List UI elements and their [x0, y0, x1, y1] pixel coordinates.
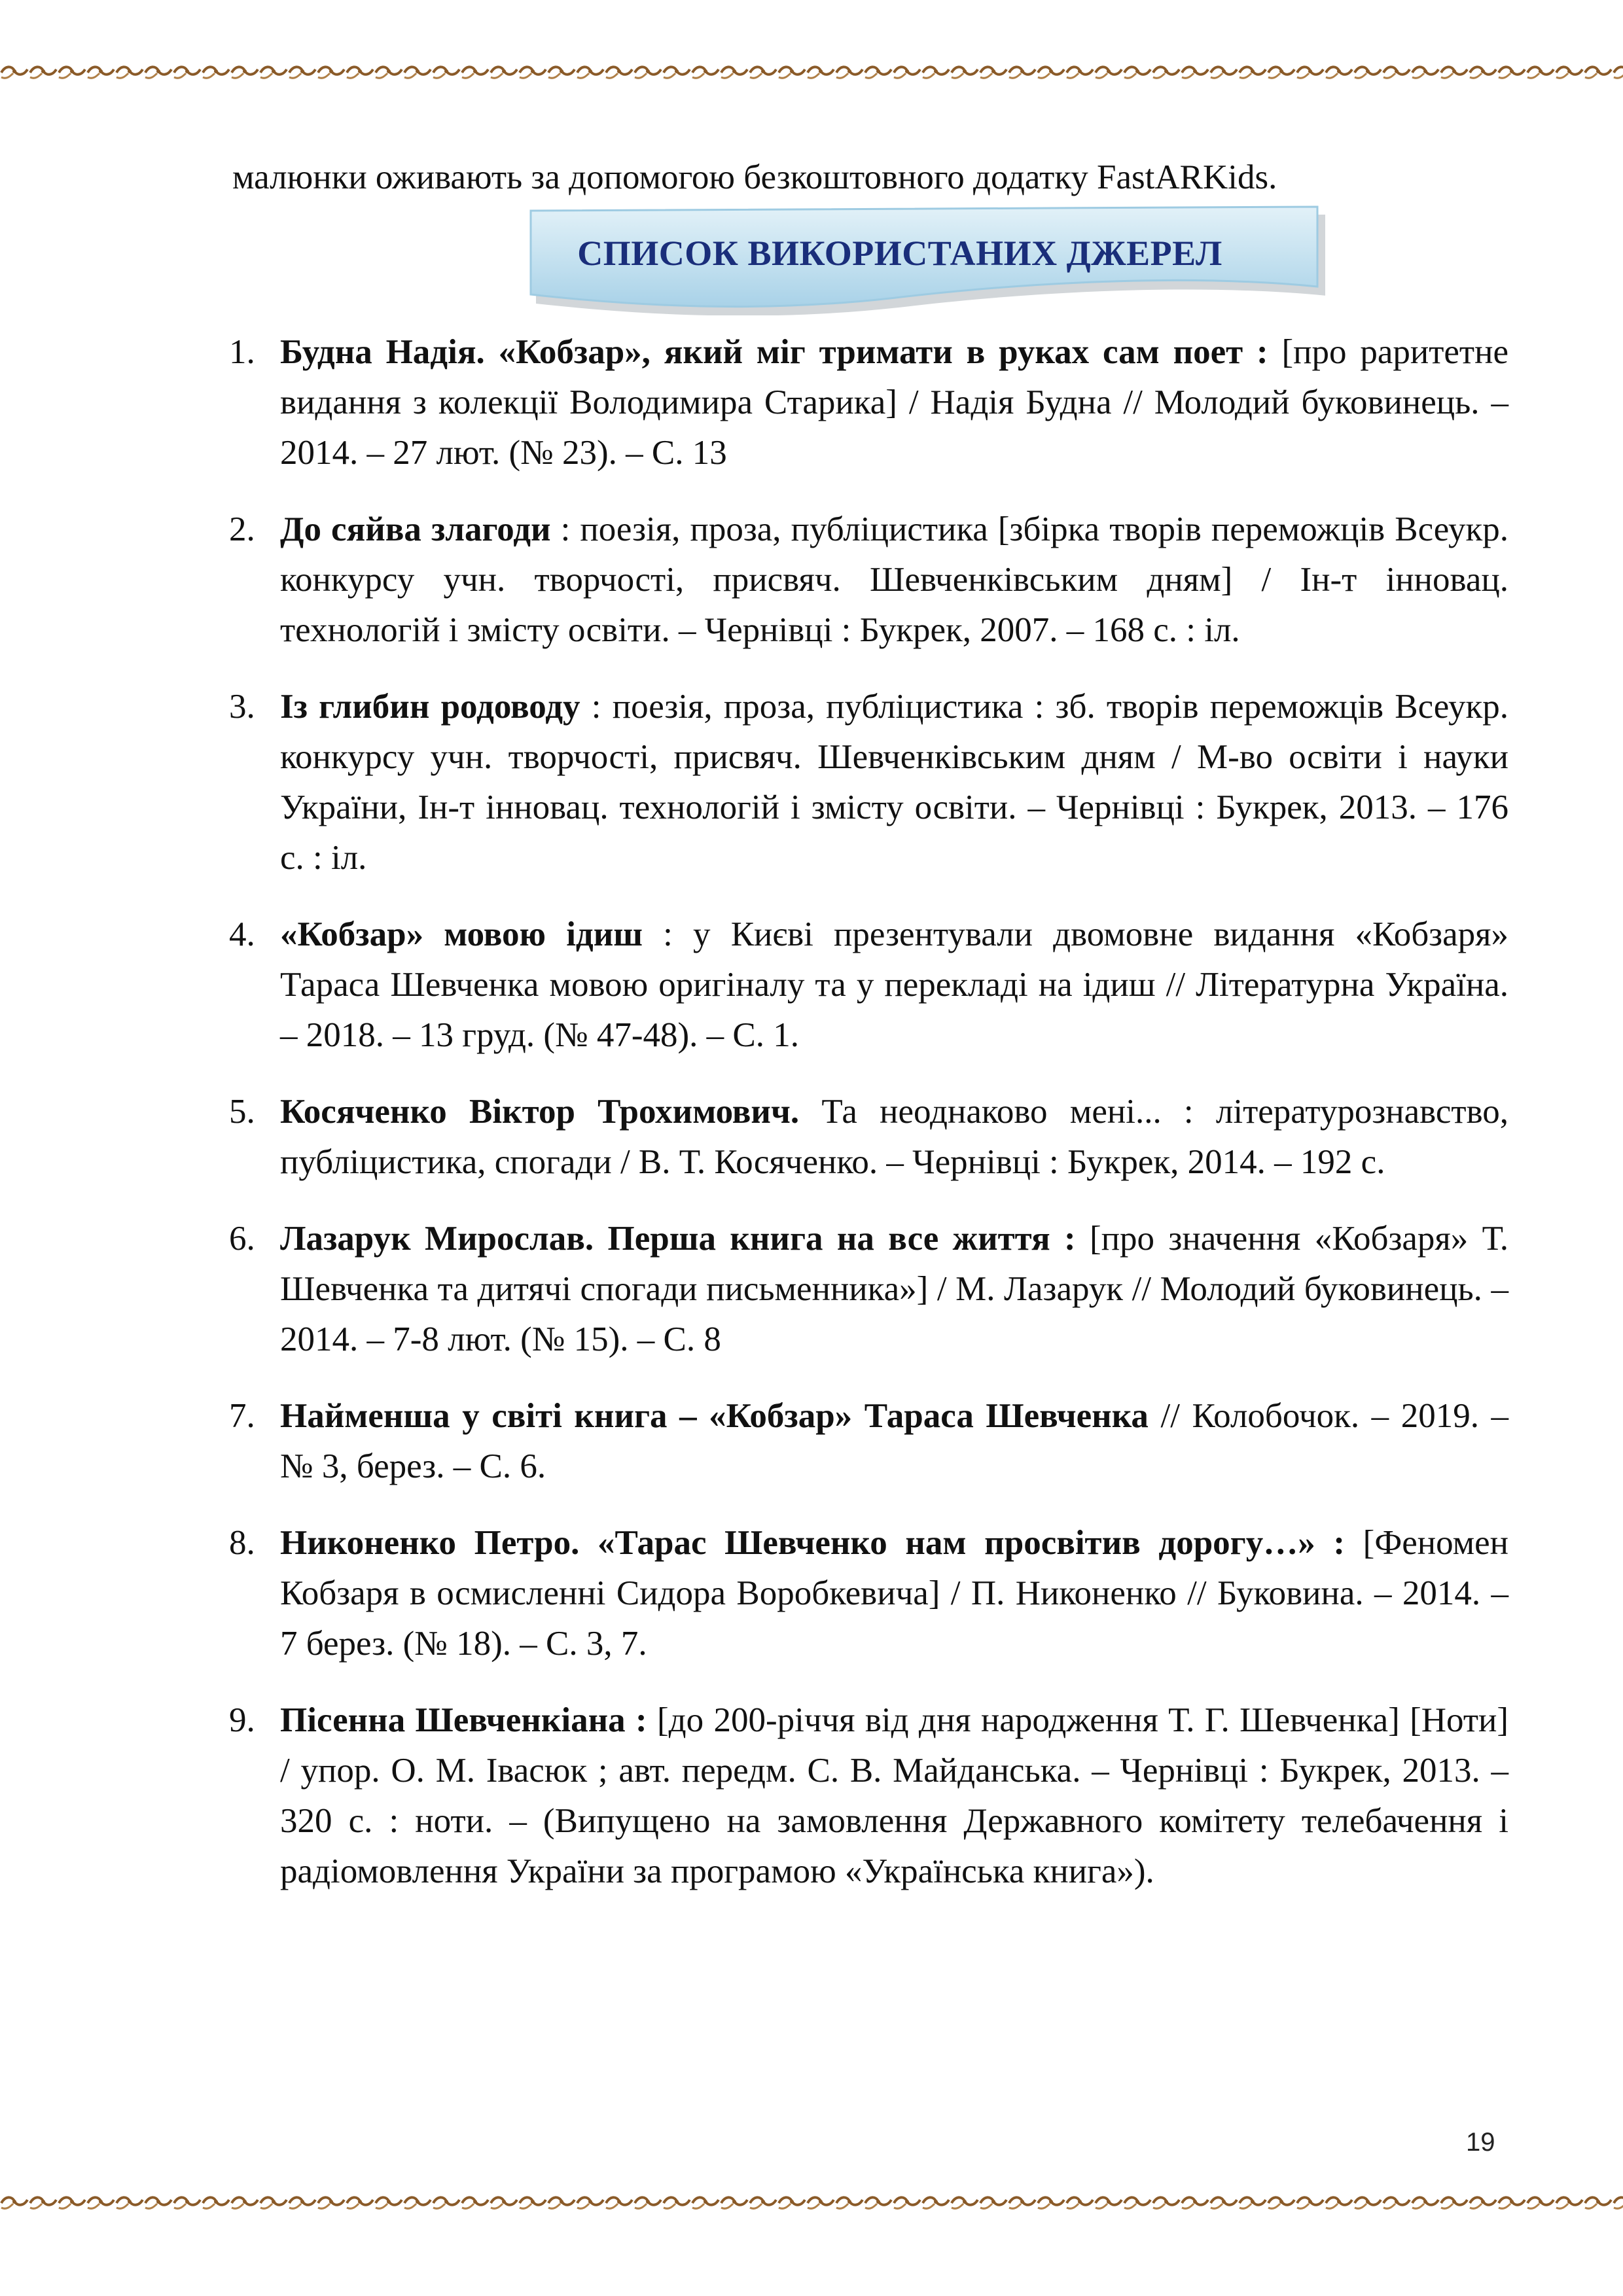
reference-item: [229, 504, 1508, 656]
top-ornament-border: [0, 63, 1623, 82]
reference-details: [про раритетне видання з колекції Володимира Старика] / Надія Будна // Молодий буковинець. – 2014. – 27 лют. (№ 23). – С. 13: [280, 333, 1508, 472]
reference-item: [229, 1518, 1508, 1669]
reference-title: Косяченко Віктор Трохимович.: [280, 1093, 800, 1131]
reference-title: Із глибин родоводу: [280, 688, 580, 726]
reference-item: [229, 910, 1508, 1061]
reference-details: [Феномен Кобзаря в осмисленні Сидора Воробкевича] / П. Никоненко // Буковина. – 2014. – 7 берез. (№ 18). – С. 3, 7.: [280, 1524, 1509, 1663]
reference-details: : у Києві презентували двомовне видання «Кобзаря» Тараса Шевченка мовою оригіналу та у перекладі на ідиш // Літературна Україна. – 2018. – 13 груд. (№ 47-48). – С. 1.: [280, 915, 1509, 1054]
reference-details: : поезія, проза, публіцистика [збірка творів переможців Всеукр. конкурсу учн. творчості, присвяч. Шевченківським дням] / Ін-т інновац. технологій і змісту освіти. – Чернівці : Букрек, 2007. – 168 с. : іл.: [280, 510, 1508, 649]
reference-number: 7.: [229, 1397, 255, 1435]
reference-item: [229, 1695, 1508, 1897]
reference-details: : поезія, проза, публіцистика : зб. творів переможців Всеукр. конкурсу учн. творчості, присвяч. Шевченківським дням / М-во освіти і науки України, Ін-т інновац. технологій і змісту освіти. – Чернівці : Букрек, 2013. – 176 с. : іл.: [280, 688, 1508, 877]
reference-item: [229, 1087, 1508, 1188]
reference-number: 5.: [229, 1093, 255, 1131]
reference-title: Найменша у світі книга – «Кобзар» Тараса Шевченка: [280, 1397, 1149, 1435]
reference-title: Никоненко Петро. «Тарас Шевченко нам просвітив дорогу…» :: [280, 1524, 1346, 1562]
reference-item: [229, 327, 1508, 478]
reference-details: [про значення «Кобзаря» Т. Шевченка та дитячі спогади письменника»] / М. Лазарук // Молодий буковинець. – 2014. – 7-8 лют. (№ 15). – С. 8: [280, 1220, 1508, 1358]
reference-details: // Колобочок. – 2019. – № 3, берез. – С. 6.: [280, 1397, 1508, 1485]
intro-text: малюнки оживають за допомогою безкоштовного додатку FastARKids.: [232, 158, 1277, 196]
reference-item: [229, 1391, 1508, 1492]
reference-title: Пісенна Шевченкіана :: [280, 1701, 647, 1739]
reference-number: 3.: [229, 688, 255, 726]
reference-details: [до 200-річчя від дня народження Т. Г. Шевченка] [Ноти] / упор. О. М. Івасюк ; авт. передм. С. В. Майданська. – Чернівці : Букрек, 2013. – 320 с. : ноти. – (Випущено на замовлення Державного комітету телебачення і радіомовлення України за програмою «Українська книга»).: [280, 1701, 1508, 1890]
reference-title: Лазарук Мирослав. Перша книга на все життя :: [280, 1220, 1076, 1258]
reference-details: Та неоднаково мені... : літературознавство, публіцистика, спогади / В. Т. Косяченко. – Чернівці : Букрек, 2014. – 192 с.: [280, 1093, 1508, 1181]
reference-item: [229, 1214, 1508, 1365]
reference-title: Будна Надія. «Кобзар», який міг тримати в руках сам поет :: [280, 333, 1268, 371]
reference-number: 8.: [229, 1524, 255, 1562]
reference-list: [229, 327, 1508, 1923]
section-title: СПИСОК ВИКОРИСТАНИХ ДЖЕРЕЛ: [577, 234, 1222, 273]
reference-number: 9.: [229, 1701, 255, 1739]
reference-number: 4.: [229, 915, 255, 953]
reference-number: 2.: [229, 510, 255, 548]
reference-title: До сяйва злагоди: [280, 510, 551, 548]
reference-item: [229, 682, 1508, 883]
reference-number: 1.: [229, 333, 255, 371]
page-number: 19: [1466, 2128, 1495, 2157]
reference-number: 6.: [229, 1220, 255, 1258]
section-banner: [527, 204, 1325, 315]
bottom-ornament-border: [0, 2193, 1623, 2213]
reference-title: «Кобзар» мовою ідиш: [280, 915, 643, 953]
